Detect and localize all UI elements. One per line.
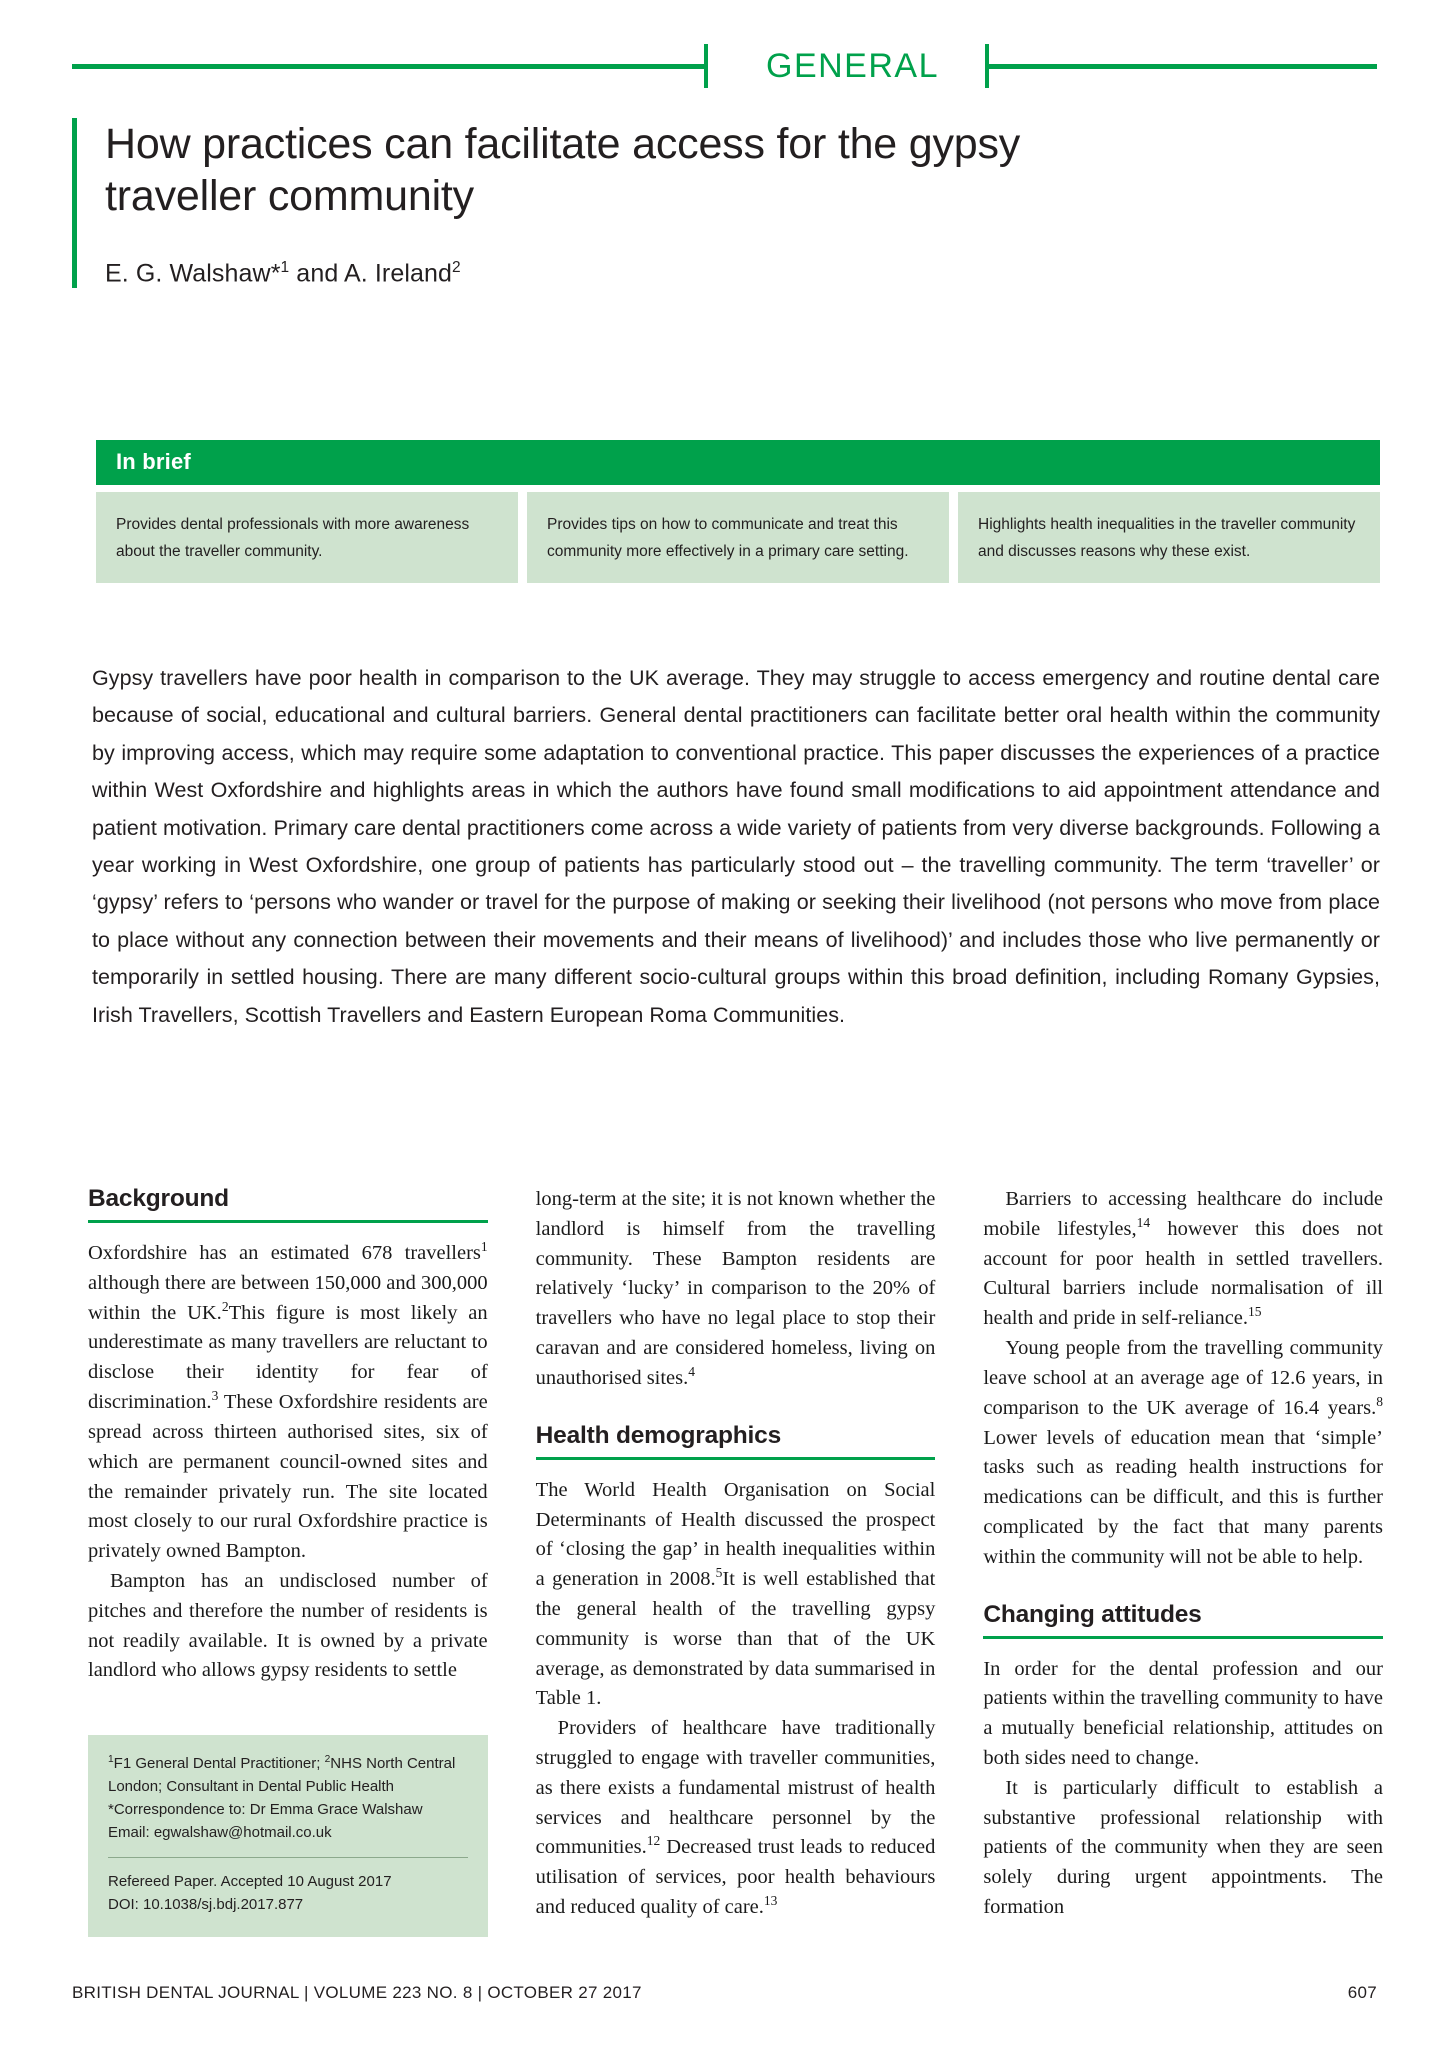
footer-citation: BRITISH DENTAL JOURNAL | VOLUME 223 NO. 8 | OCTOBER 27 2017 xyxy=(72,1983,642,2002)
affiliation-line xyxy=(108,1752,468,1798)
body-column-1 xyxy=(88,1185,488,1920)
paragraph: It is particularly difficult to establish a substantive professional relationship with patients of the community when they are seen solely during urgent appointments. The formation xyxy=(983,1776,1384,1919)
paragraph-text: Decreased trust leads to reduced utilisation of services, poor health behaviours and reduced quality of care. xyxy=(535,1836,936,1919)
section-rule xyxy=(983,1636,1383,1639)
affiliation-marker-1: 1 xyxy=(108,1754,114,1765)
paragraph xyxy=(983,1334,1383,1573)
page-title: How practices can facilitate access for the gypsy traveller community xyxy=(105,120,1021,221)
email-line[interactable]: Email: egwalshaw@hotmail.co.uk xyxy=(108,1824,332,1842)
paragraph xyxy=(536,1714,936,1923)
paragraph xyxy=(536,1185,936,1394)
masthead-rule-short xyxy=(989,64,1377,69)
paragraph xyxy=(536,1476,936,1715)
correspondence-line: *Correspondence to: Dr Emma Grace Walshaw xyxy=(108,1801,423,1819)
paragraph-text: long-term at the site; it is not known whether the landlord is himself from the travelling community. These Bampton residents are relatively ‘lucky’ in comparison to the 20% of travellers who have no legal place to stop their caravan and are considered homeless, living on unauthorised sites. xyxy=(535,1188,936,1389)
paragraph xyxy=(983,1185,1383,1334)
paragraph: Bampton has an undisclosed number of pitches and therefore the number of residents is not readily available. It is owned by a private landlord who allows gypsy residents to settle xyxy=(88,1569,488,1682)
paragraph-text: Barriers to accessing healthcare do include mobile lifestyles, xyxy=(983,1188,1384,1240)
column-3-content xyxy=(983,1185,1383,1923)
section-heading-changing-attitudes: Changing attitudes xyxy=(983,1600,1202,1628)
paragraph-text: however this does not account for poor health in settled travellers. Cultural barriers include normalisation of ill health and pride in self-reliance. xyxy=(983,1217,1384,1330)
paragraph-text: The World Health Organisation on Social Determinants of Health discussed the prospect of ‘closing the gap’ in health inequalities within a generation in 2008. xyxy=(535,1478,936,1591)
body-columns xyxy=(88,1185,1383,1920)
doi-line[interactable]: DOI: 10.1038/sj.bdj.2017.877 xyxy=(108,1896,304,1914)
affiliation-divider xyxy=(108,1857,468,1858)
section-rule xyxy=(88,1220,488,1223)
in-brief-heading: In brief xyxy=(96,440,1380,485)
accepted-line: Refereed Paper. Accepted 10 August 2017 xyxy=(108,1873,392,1891)
author-affil-marker-2: 2 xyxy=(452,258,461,276)
author-line xyxy=(105,259,1132,288)
section-heading-background: Background xyxy=(88,1185,229,1212)
affiliation-text: NHS North Central London; Consultant in Dental Public Health xyxy=(108,1755,456,1796)
reference-marker: 2 xyxy=(221,1298,229,1314)
author-conjunction: and A. Ireland xyxy=(289,259,452,288)
column-2-content xyxy=(536,1185,936,1923)
column-1-content xyxy=(88,1185,488,1686)
section-heading-health-demographics: Health demographics xyxy=(535,1421,782,1449)
paragraph: In order for the dental profession and our patients within the travelling community to have a mutually beneficial relationship, attitudes on both sides need to change. xyxy=(983,1657,1384,1769)
page-footer xyxy=(72,1983,1377,2003)
masthead-rule-long xyxy=(72,64,704,69)
affiliation-text: F1 General Dental Practitioner; xyxy=(113,1755,325,1772)
spacer xyxy=(536,1394,936,1422)
reference-marker: 1 xyxy=(480,1239,488,1255)
in-brief-point: Highlights health inequalities in the traveller community and discusses reasons why these exist. xyxy=(958,492,1380,583)
title-block xyxy=(72,118,1132,288)
author-first-name: E. G. Walshaw* xyxy=(105,259,281,288)
abstract-text: Gypsy travellers have poor health in comparison to the UK average. They may struggle to access emergency and routine dental care because of social, educational and cultural barriers. General dental practitioners can facilitate better oral health within the community by improving access, which may require some adaptation to conventional practice. This paper discusses the experiences of a practice within West Oxfordshire and highlights areas in which the authors have found small modifications to aid appointment attendance and patient motivation. Primary care dental practitioners come across a wide variety of patients from very diverse backgrounds. Following a year working in West Oxfordshire, one group of patients has particularly stood out – the travelling community. The term ‘traveller’ or ‘gypsy’ refers to ‘persons who wander or travel for the purpose of making or seeking their livelihood (not persons who move from place to place without any connection between their movements and their means of livelihood)’ and includes those who live permanently or temporarily in settled housing. There are many different socio-cultural groups within this broad definition, including Romany Gypsies, Irish Travellers, Scottish Travellers and Eastern European Roma Communities. xyxy=(92,666,1380,1027)
in-brief-point: Provides tips on how to communicate and treat this community more effectively in a primary care setting. xyxy=(527,492,949,583)
reference-marker: 4 xyxy=(688,1364,696,1380)
masthead xyxy=(72,44,1377,88)
paragraph-text: although there are between 150,000 and 300,000 within the UK. xyxy=(88,1271,488,1324)
section-rule xyxy=(536,1457,936,1460)
paragraph-text: Lower levels of education mean that ‘simple’ tasks such as reading health instructions for medications can be difficult, and this is further complicated by the fact that many parents within the community will not be able to help. xyxy=(983,1426,1384,1568)
reference-marker: 15 xyxy=(1248,1304,1262,1320)
affiliation-box xyxy=(88,1735,488,1937)
reference-marker: 13 xyxy=(763,1893,778,1909)
spacer xyxy=(983,1573,1383,1601)
affiliation-marker-2: 2 xyxy=(324,1754,331,1765)
paragraph-text: Providers of healthcare have traditionally struggled to engage with traveller communities, as there exists a fundamental mistrust of health services and healthcare personnel by the communities. xyxy=(535,1717,936,1859)
in-brief-point: Provides dental professionals with more awareness about the traveller community. xyxy=(96,492,518,583)
reference-marker: 8 xyxy=(1376,1393,1384,1409)
reference-marker: 5 xyxy=(715,1565,723,1581)
paragraph-text: These Oxfordshire residents are spread across thirteen authorised sites, six of which are permanent council-owned sites and the remainder privately run. The site located most closely to our rural Oxfordshire practice is privately owned Bampton. xyxy=(88,1391,488,1563)
section-kicker: GENERAL xyxy=(766,46,939,85)
in-brief-columns xyxy=(96,492,1380,583)
reference-marker: 12 xyxy=(646,1833,661,1849)
reference-marker: 3 xyxy=(211,1388,219,1404)
body-column-3 xyxy=(983,1185,1383,1920)
paragraph-text: Young people from the travelling community leave school at an average age of 12.6 years, in comparison to the UK average of 16.4 years. xyxy=(983,1337,1384,1419)
paragraph-text: It is well established that the general health of the travelling gypsy community is worse than that of the UK average, as demonstrated by data summarised in Table 1. xyxy=(535,1568,936,1710)
paragraph xyxy=(88,1239,488,1567)
paragraph-text: Oxfordshire has an estimated 678 travellers xyxy=(88,1242,481,1264)
body-column-2 xyxy=(536,1185,936,1920)
paragraph-text: This figure is most likely an underestimate as many travellers are reluctant to disclose their identity for fear of discrimination. xyxy=(88,1301,488,1414)
in-brief-box xyxy=(96,440,1380,583)
reference-marker: 14 xyxy=(1136,1214,1151,1230)
author-affil-marker-1: 1 xyxy=(280,258,290,276)
footer-page-number: 607 xyxy=(1347,1983,1377,2002)
